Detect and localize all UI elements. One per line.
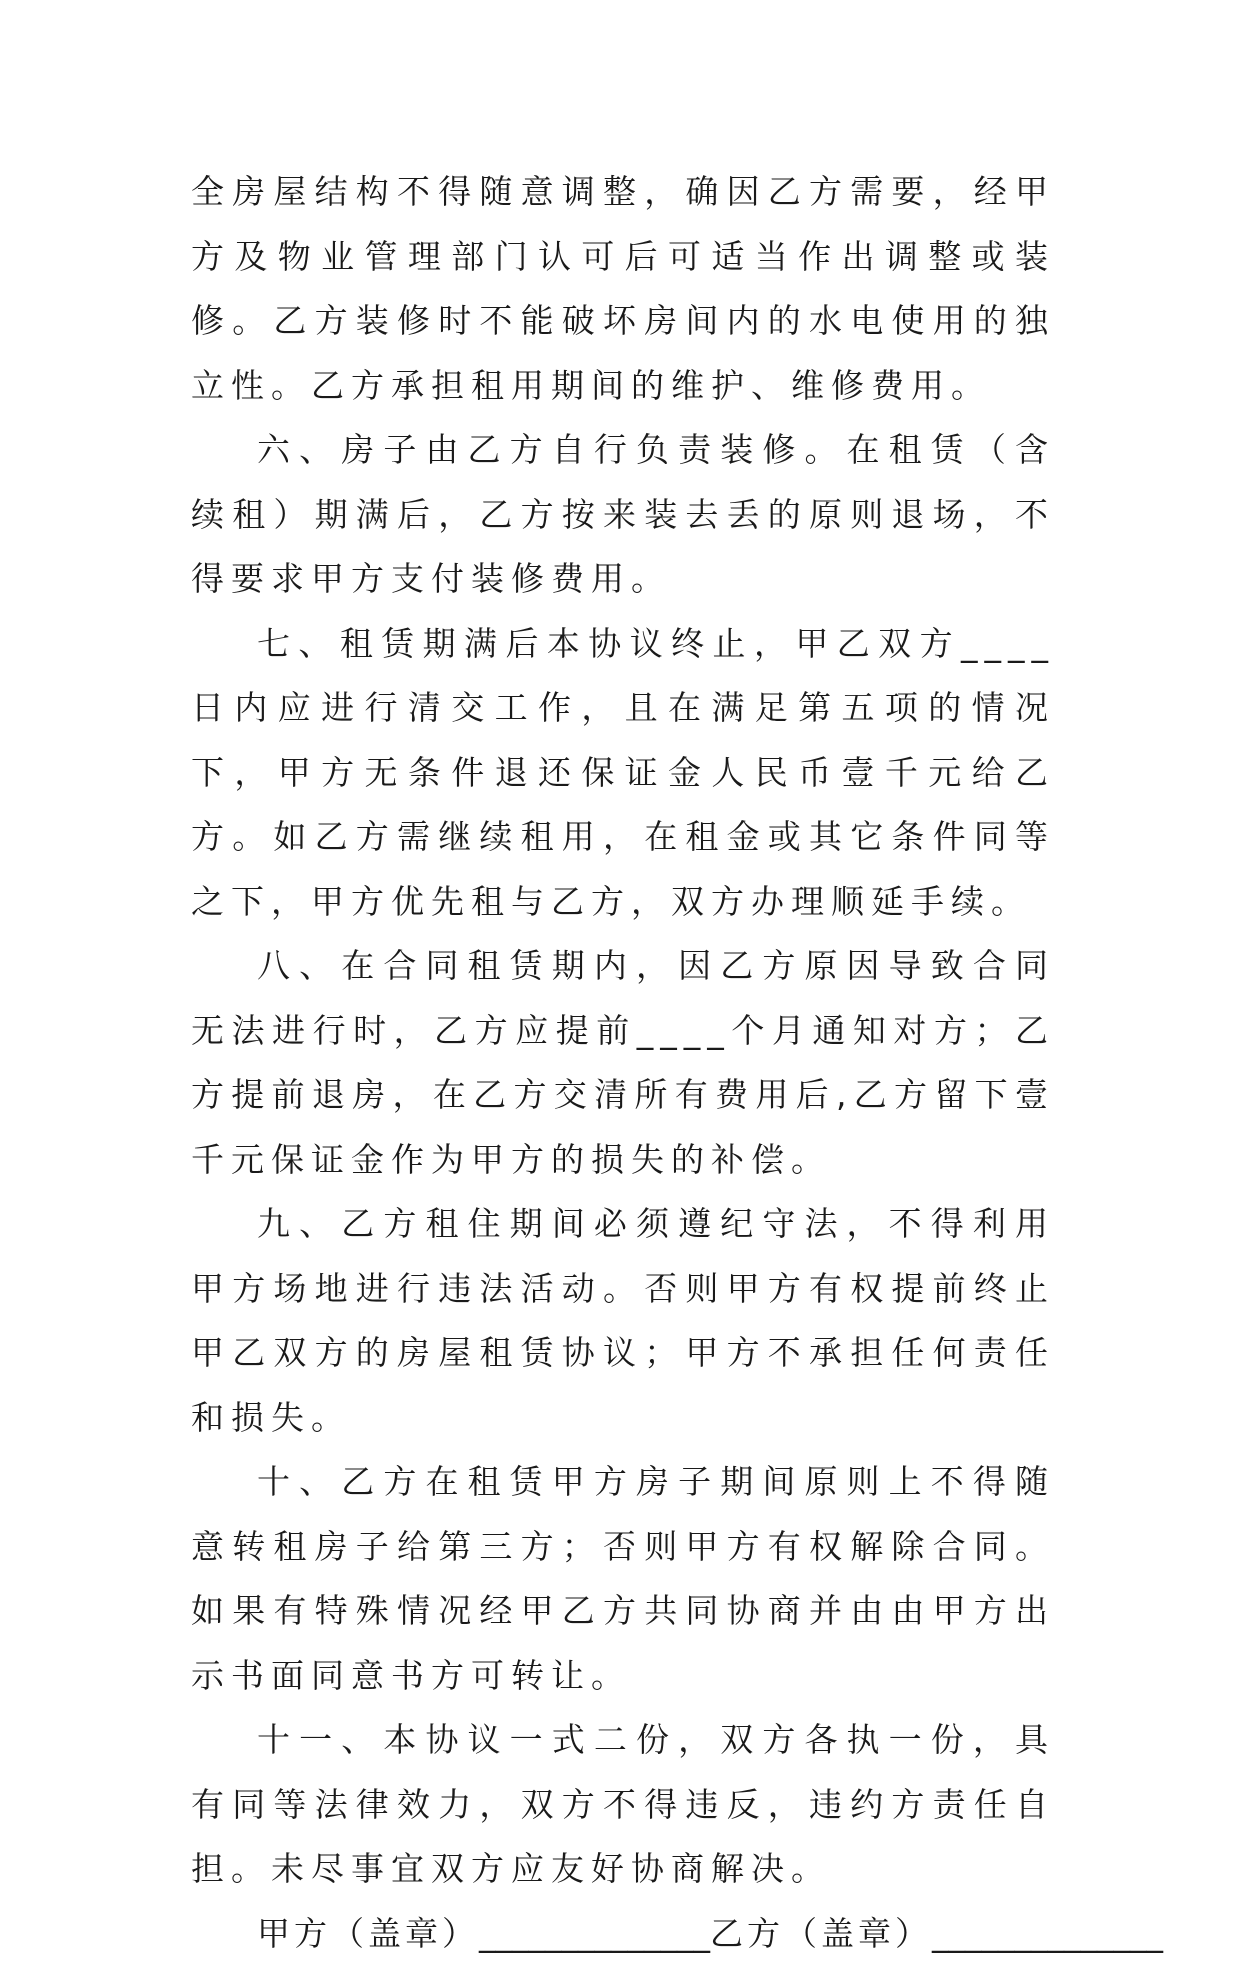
paragraph-clause-8: 八、在合同租赁期内，因乙方原因导致合同无法进行时，乙方应提前____个月通知对方；乙方提前退房，在乙方交清所有费用后,乙方留下壹千元保证金作为甲方的损失的补偿。 <box>191 934 1055 1192</box>
party-a-signature-blank: ______________ <box>479 1914 710 1953</box>
paragraph-clause-7: 七、租赁期满后本协议终止，甲乙双方____日内应进行清交工作，且在满足第五项的情况下，甲方无条件退还保证金人民币壹千元给乙方。如乙方需继续租用，在租金或其它条件同等之下，甲方优先租与乙方，双方办理顺延手续。 <box>191 612 1055 935</box>
paragraph-clause-9: 九、乙方租住期间必须遵纪守法，不得利用甲方场地进行违法活动。否则甲方有权提前终止甲乙双方的房屋租赁协议；甲方不承担任何责任和损失。 <box>191 1192 1055 1450</box>
paragraph-clause-6: 六、房子由乙方自行负责装修。在租赁（含续租）期满后，乙方按来装去丢的原则退场，不得要求甲方支付装修费用。 <box>191 418 1055 612</box>
paragraph-clause-10: 十、乙方在租赁甲方房子期间原则上不得随意转租房子给第三方；否则甲方有权解除合同。如果有特殊情况经甲乙方共同协商并由由甲方出示书面同意书方可转让。 <box>191 1450 1055 1708</box>
party-b-seal-label: 乙方（盖章） <box>710 1914 932 1953</box>
signature-line <box>191 1902 1055 1966</box>
party-b-signature-blank: ______________ <box>932 1914 1163 1953</box>
party-a-seal-label: 甲方（盖章） <box>257 1914 479 1953</box>
paragraph-clause-5-continued: 全房屋结构不得随意调整，确因乙方需要，经甲方及物业管理部门认可后可适当作出调整或装修。乙方装修时不能破坏房间内的水电使用的独立性。乙方承担租用期间的维护、维修费用。 <box>191 160 1055 418</box>
document-body <box>191 160 1055 1966</box>
paragraph-clause-11: 十一、本协议一式二份，双方各执一份，具有同等法律效力，双方不得违反，违约方责任自担。未尽事宜双方应友好协商解决。 <box>191 1708 1055 1902</box>
